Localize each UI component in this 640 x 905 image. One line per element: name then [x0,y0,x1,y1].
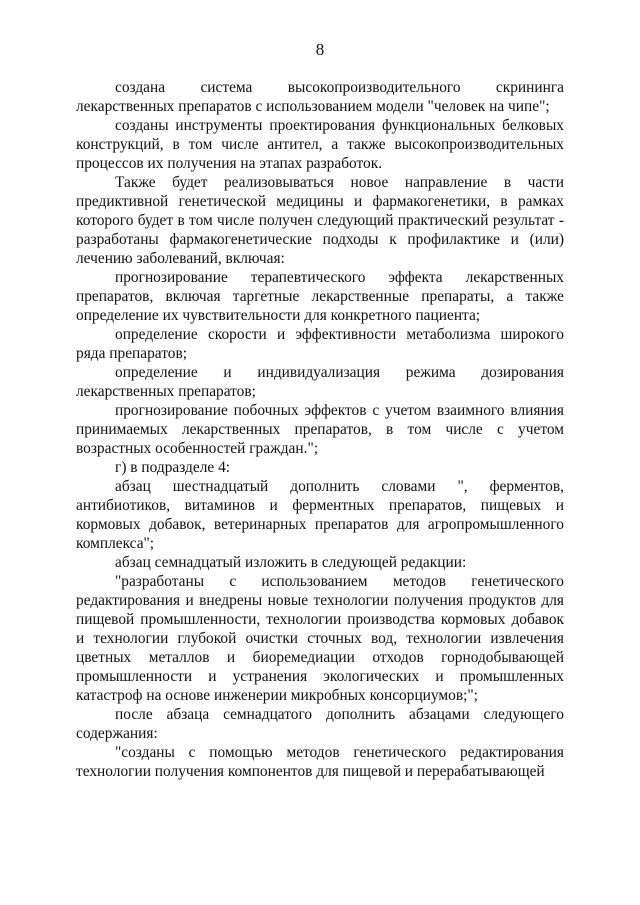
paragraph: создана система высокопроизводительного скрининга лекарственных препаратов с использованием модели "человек на чипе"; [76,79,564,115]
paragraph: Также будет реализовываться новое направление в части предиктивной генетической медицины и фармакогенетики, в рамках которого будет в том числе получен следующий практический результат - разработаны фармакогенетические подходы к профилактике и (или) лечению заболеваний, включая: [76,174,564,267]
document-body [76,78,564,781]
page-number: 8 [315,40,325,59]
paragraph: "разработаны с использованием методов генетического редактирования и внедрены новые технологии получения продуктов для пищевой промышленности, технологии производства кормовых добавок и технологии глубокой очистки сточных вод, технологии извлечения цветных металлов и биоремедиации отходов горнодобывающей промышленности и устранения экологических и промышленных катастроф на основе инженерии микробных консорциумов;"; [76,573,564,704]
paragraph: определение скорости и эффективности метаболизма широкого ряда препаратов; [76,326,564,362]
paragraph: определение и индивидуализация режима дозирования лекарственных препаратов; [76,364,564,400]
paragraph: г) в подразделе 4: [115,459,231,476]
paragraph: абзац семнадцатый изложить в следующей редакции: [115,554,467,571]
paragraph: прогнозирование побочных эффектов с учетом взаимного влияния принимаемых лекарственных препаратов, в том числе с учетом возрастных особенностей граждан."; [76,402,564,457]
paragraph: прогнозирование терапевтического эффекта лекарственных препаратов, включая таргетные лекарственные препараты, а также определение их чувствительности для конкретного пациента; [76,269,564,324]
paragraph: созданы инструменты проектирования функциональных белковых конструкций, в том числе антител, а также высокопроизводительных процессов их получения на этапах разработок. [76,117,564,172]
paragraph: после абзаца семнадцатого дополнить абзацами следующего содержания: [76,706,564,742]
paragraph: "созданы с помощью методов генетического редактирования технологии получения компонентов для пищевой и перерабатывающей [76,744,564,780]
paragraph: абзац шестнадцатый дополнить словами ", ферментов, антибиотиков, витаминов и ферментных препаратов, пищевых и кормовых добавок, ветеринарных препаратов для агропромышленного комплекса"; [76,478,564,552]
